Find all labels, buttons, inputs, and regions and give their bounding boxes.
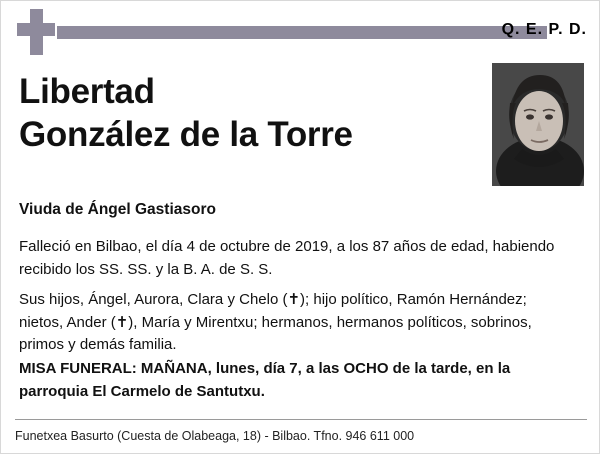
cross-icon bbox=[17, 9, 55, 55]
top-band bbox=[1, 1, 600, 59]
funeral-home-info: Funetxea Basurto (Cuesta de Olabeaga, 18) - Bilbao. Tfno. 946 611 000 bbox=[15, 429, 415, 443]
family-paragraph: Sus hijos, Ángel, Aurora, Clara y Chelo (✝); hijo político, Ramón Hernández; nietos, Ander (✝), María y Mirentxu; hermanos, hermanos políticos, sobrinos, primos y demás familia. bbox=[19, 291, 532, 353]
portrait-illustration bbox=[492, 63, 584, 186]
cross-horizontal-bar bbox=[17, 23, 55, 36]
qepd-label: Q. E. P. D. bbox=[501, 21, 587, 38]
deceased-name-line-1: Libertad bbox=[19, 72, 155, 111]
relation-line: Viuda de Ángel Gastiasoro bbox=[19, 201, 216, 218]
deceased-name-line-2: González de la Torre bbox=[19, 114, 353, 154]
footer-divider bbox=[15, 419, 587, 420]
deceased-name bbox=[19, 71, 459, 156]
header-rule bbox=[57, 26, 547, 39]
funeral-paragraph: MISA FUNERAL: MAÑANA, lunes, día 7, a las OCHO de la tarde, en la parroquia El Carmelo de Santutxu. bbox=[19, 360, 511, 400]
portrait-photo bbox=[492, 63, 584, 186]
death-notice-paragraph: Falleció en Bilbao, el día 4 de octubre de 2019, a los 87 años de edad, habiendo recibido los SS. SS. y la B. A. de S. S. bbox=[19, 238, 555, 278]
